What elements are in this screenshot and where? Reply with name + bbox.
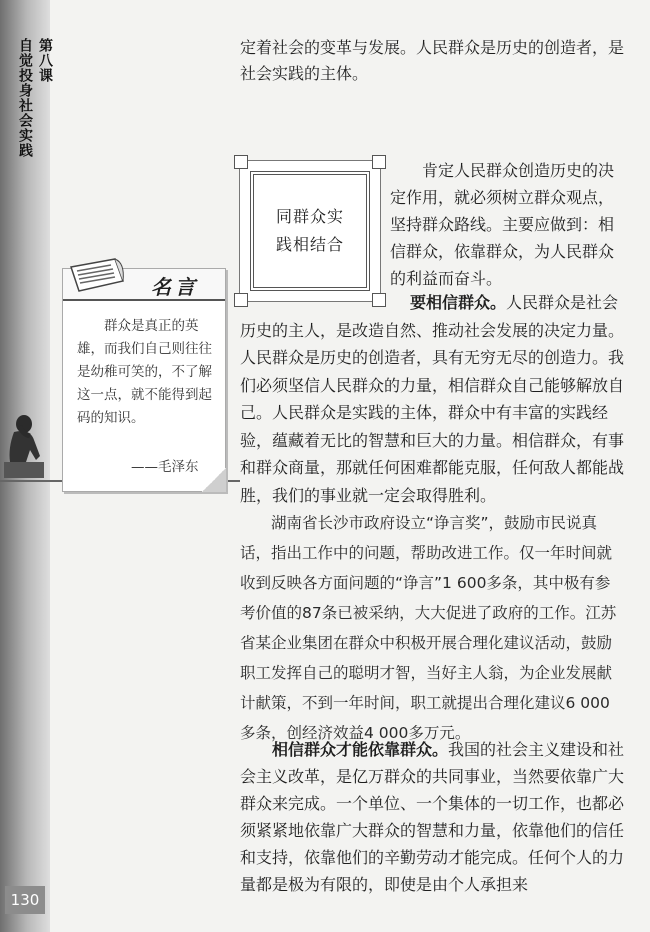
quote-author: ——毛泽东	[131, 459, 199, 475]
sidebar-title: 自觉投身社会实践	[17, 38, 33, 158]
topic-paragraph: 肯定人民群众创造历史的决定作用，就必须树立群众观点，坚持群众路线。主要应做到：相信群众，依靠群众，为人民群众的利益而奋斗。	[390, 161, 615, 288]
quote-text: 群众是真正的英雄，而我们自己则往往是幼稚可笑的，不了解这一点，就不能得到起码的知识。	[77, 318, 212, 426]
rely-paragraph	[240, 736, 625, 898]
sidebar-lesson: 第八课	[37, 38, 53, 83]
page-number: 130	[5, 886, 45, 914]
rely-body: 我国的社会主义建设和社会主义改革，是亿万群众的共同事业，当然要依靠广大群众来完成。一个单位、一个集体的一切工作，也都必须紧紧地依靠广大群众的智慧和力量，依靠他们的信任和支持，依靠他们的辛勤劳动才能完成。任何个人的力量都是极为有限的，即使是由个人承担来	[240, 740, 625, 894]
quote-heading: 名言	[151, 275, 199, 299]
trust-body: 人民群众是社会历史的主人，是改造自然、推动社会发展的决定力量。人民群众是历史的创造者，具有无穷无尽的创造力。我们必须坚信人民群众的力量，相信群众自己能够解放自己。人民群众是实践的主体，群众中有丰富的实践经验，蕴藏着无比的智慧和巨大的力量。相信群众，有事和群众商量，那就任何困难都能克服，任何敌人都能战胜，我们的事业就一定会取得胜利。	[240, 293, 625, 505]
case-study: 湖南省长沙市政府设立“诤言奖”，鼓励市民说真话，指出工作中的问题，帮助改进工作。仅一年时间就收到反映各方面问题的“诤言”1 600多条，其中极有参考价值的87条已被采纳，大大促进了政府的工作。江苏省某企业集团在群众中积极开展合理化建议活动，鼓励职工发挥自己的聪明才智，当好主人翁，为企业发展献计献策，不到一年时间，职工就提出合理化建议6 000多条，创经济效益4 000多万元。	[240, 514, 617, 742]
topic-box	[239, 160, 381, 302]
sidebar-chapter-label	[15, 38, 55, 158]
quote-card	[62, 268, 226, 492]
trust-paragraph	[240, 289, 625, 509]
page-curl	[202, 468, 226, 492]
newspaper-icon	[67, 257, 129, 297]
intro-paragraph: 定着社会的变革与发展。人民群众是历史的创造者，是社会实践的主体。	[240, 38, 625, 83]
rely-heading: 相信群众才能依靠群众。	[272, 740, 449, 759]
statue-icon	[0, 410, 48, 480]
trust-heading: 要相信群众。	[410, 293, 507, 312]
topic-title: 同群众实践相结合	[275, 207, 344, 254]
